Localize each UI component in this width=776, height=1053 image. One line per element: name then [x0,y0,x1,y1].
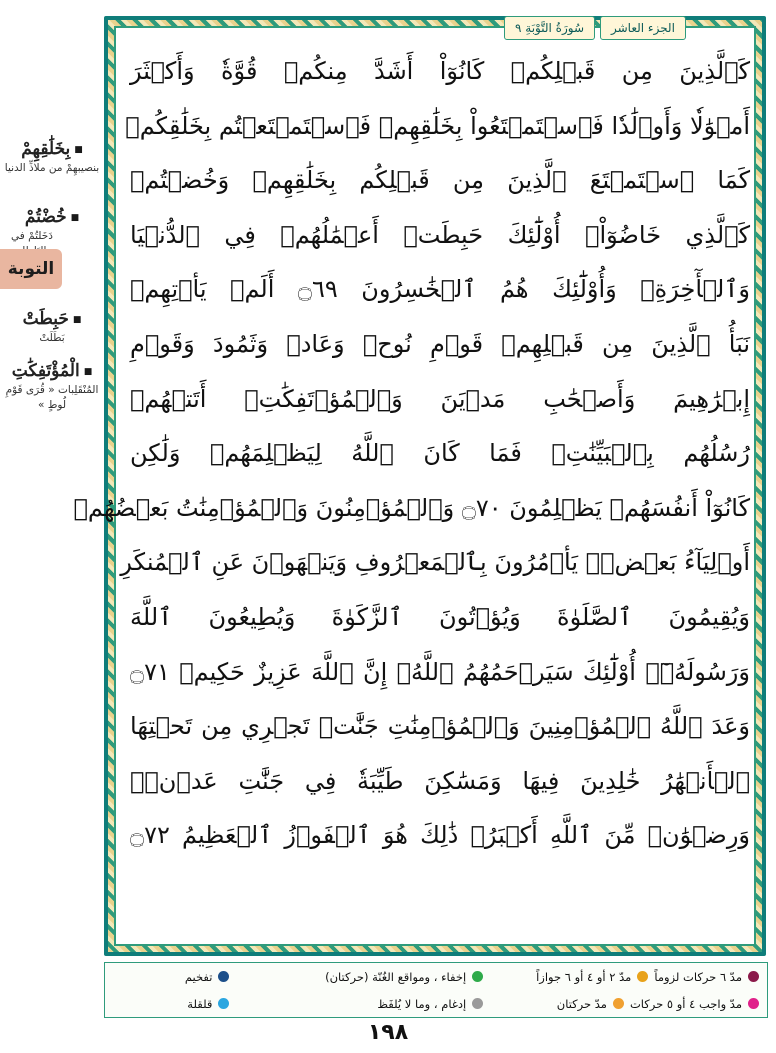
legend-label: مدّ واجب ٤ أو ٥ حركات [629,996,742,1011]
glossary-meaning: بَطَلَتْ [39,331,65,344]
text-line: نَبَأُ ٱلَّذِينَ مِن قَبۡلِهِمۡ قَوۡمِ نُوحٖ وَعَادٖ وَثَمُودَ وَقَوۡمِ [130,329,750,358]
legend-label: إدغام ، وما لا يُلفَظ [377,996,467,1011]
glossary-meaning: المُنْقَلِبات « قُرَى قَوْمِ لُوطٍ » [5,383,99,411]
legend-label: قلقلة [187,996,213,1011]
text-line: إِبۡرَٰهِيمَ وَأَصۡحَٰبِ مَدۡيَنَ وَٱلۡمُؤۡتَفِكَٰتِۚ أَتَتۡهُمۡ [130,384,750,413]
legend-item [491,990,767,1017]
text-line: وَيُقِيمُونَ ٱلصَّلَوٰةَ وَيُؤۡتُونَ ٱلزَّكَوٰةَ وَيُطِيعُونَ ٱللَّهَ [130,602,750,631]
legend-dot-icon [472,971,483,982]
juz-header: الجزء العاشر [600,16,686,40]
text-line: كَمَا ٱسۡتَمۡتَعَ ٱلَّذِينَ مِن قَبۡلِكُم بِخَلَٰقِهِمۡ وَخُضۡتُمۡ [130,166,750,195]
legend-dot-icon [613,998,624,1009]
glossary-word: ■ بِخَلَٰقِهِمْ [4,138,100,161]
legend-item [105,963,237,990]
glossary-entry [4,360,100,413]
legend-label: مدّ ٦ حركات لزوماً [654,969,742,984]
page-number: ١٩٨ [367,1020,409,1045]
legend-label: مدّ حركتان [556,996,607,1011]
text-line: وَٱلۡأٓخِرَةِۖ وَأُوْلَٰٓئِكَ هُمُ ٱلۡخَٰسِرُونَ ۝٦٩ أَلَمۡ يَأۡتِهِمۡ [130,275,750,304]
text-line: ٱلۡأَنۡهَٰرُ خَٰلِدِينَ فِيهَا وَمَسَٰكِنَ طَيِّبَةٗ فِي جَنَّٰتِ عَدۡنٖۚ [130,766,750,795]
legend-label: مدّ ٢ أو ٤ أو ٦ جوازاً [536,969,632,984]
legend-item [237,990,491,1017]
legend-dot-icon [218,998,229,1009]
text-line: وَرِضۡوَٰنٞ مِّنَ ٱللَّهِ أَكۡبَرُۚ ذَٰلِكَ هُوَ ٱلۡفَوۡزُ ٱلۡعَظِيمُ ۝٧٢ [130,821,750,850]
legend-dot-icon [472,998,483,1009]
legend-item [237,963,491,990]
glossary-word: ■ الْمُؤْتَفِكَٰتِ [4,360,100,383]
text-line: وَرَسُولَهُۥٓۚ أُوْلَٰٓئِكَ سَيَرۡحَمُهُمُ ٱللَّهُۗ إِنَّ ٱللَّهَ عَزِيزٌ حَكِيمٞ ۝٧١ [130,657,750,686]
glossary-word: ■ حَبِطَتْ [4,308,100,331]
text-line: وَعَدَ ٱللَّهُ ٱلۡمُؤۡمِنِينَ وَٱلۡمُؤۡمِنَٰتِ جَنَّٰتٖ تَجۡرِي مِن تَحۡتِهَا [130,712,750,741]
legend-dot-icon [748,998,759,1009]
quran-text [73,44,750,932]
legend-dot-icon [218,971,229,982]
legend-label: تفخيم [184,969,213,984]
legend-item [491,963,767,990]
text-line: رُسُلُهُم بِٱلۡبَيِّنَٰتِۖ فَمَا كَانَ ٱللَّهُ لِيَظۡلِمَهُمۡ وَلَٰكِن [130,439,750,468]
text-line: أَمۡوَٰلٗا وَأَوۡلَٰدٗا فَٱسۡتَمۡتَعُواْ بِخَلَٰقِهِمۡ فَٱسۡتَمۡتَعۡتُم بِخَلَٰقِكُمۡ [125,111,750,140]
tajweed-legend [104,962,768,1018]
glossary-entry [4,308,100,346]
surah-tab[interactable]: التوبة [0,249,62,289]
glossary-word: ■ خُضْتُمْ [4,206,100,229]
text-line: أَوۡلِيَآءُ بَعۡضٖۚ يَأۡمُرُونَ بِٱلۡمَعۡرُوفِ وَيَنۡهَوۡنَ عَنِ ٱلۡمُنكَرِ [120,548,750,577]
surah-header: سُورَةُ التَّوْبَةِ ٩ [504,16,595,40]
legend-dot-icon [748,971,759,982]
legend-dot-icon [637,971,648,982]
text-line: كَٱلَّذِي خَاضُوٓاْۚ أُوْلَٰٓئِكَ حَبِطَتۡ أَعۡمَٰلُهُمۡ فِي ٱلدُّنۡيَا [130,220,750,249]
legend-label: إخفاء ، ومواقع الغُنّة (حركتان) [325,969,467,984]
legend-item [105,990,237,1017]
glossary-meaning: بنصيبهِمْ من ملاذِّ الدنيا [4,161,100,174]
text-line: كَٱلَّذِينَ مِن قَبۡلِكُمۡ كَانُوٓاْ أَشَدَّ مِنكُمۡ قُوَّةٗ وَأَكۡثَرَ [130,57,750,85]
glossary-meaning: دَخَلتُمْ في [11,229,53,242]
text-line: كَانُوٓاْ أَنفُسَهُمۡ يَظۡلِمُونَ ۝٧٠ وَٱلۡمُؤۡمِنُونَ وَٱلۡمُؤۡمِنَٰتُ بَعۡضُهُمۡ [73,493,750,522]
glossary-entry [4,138,100,176]
